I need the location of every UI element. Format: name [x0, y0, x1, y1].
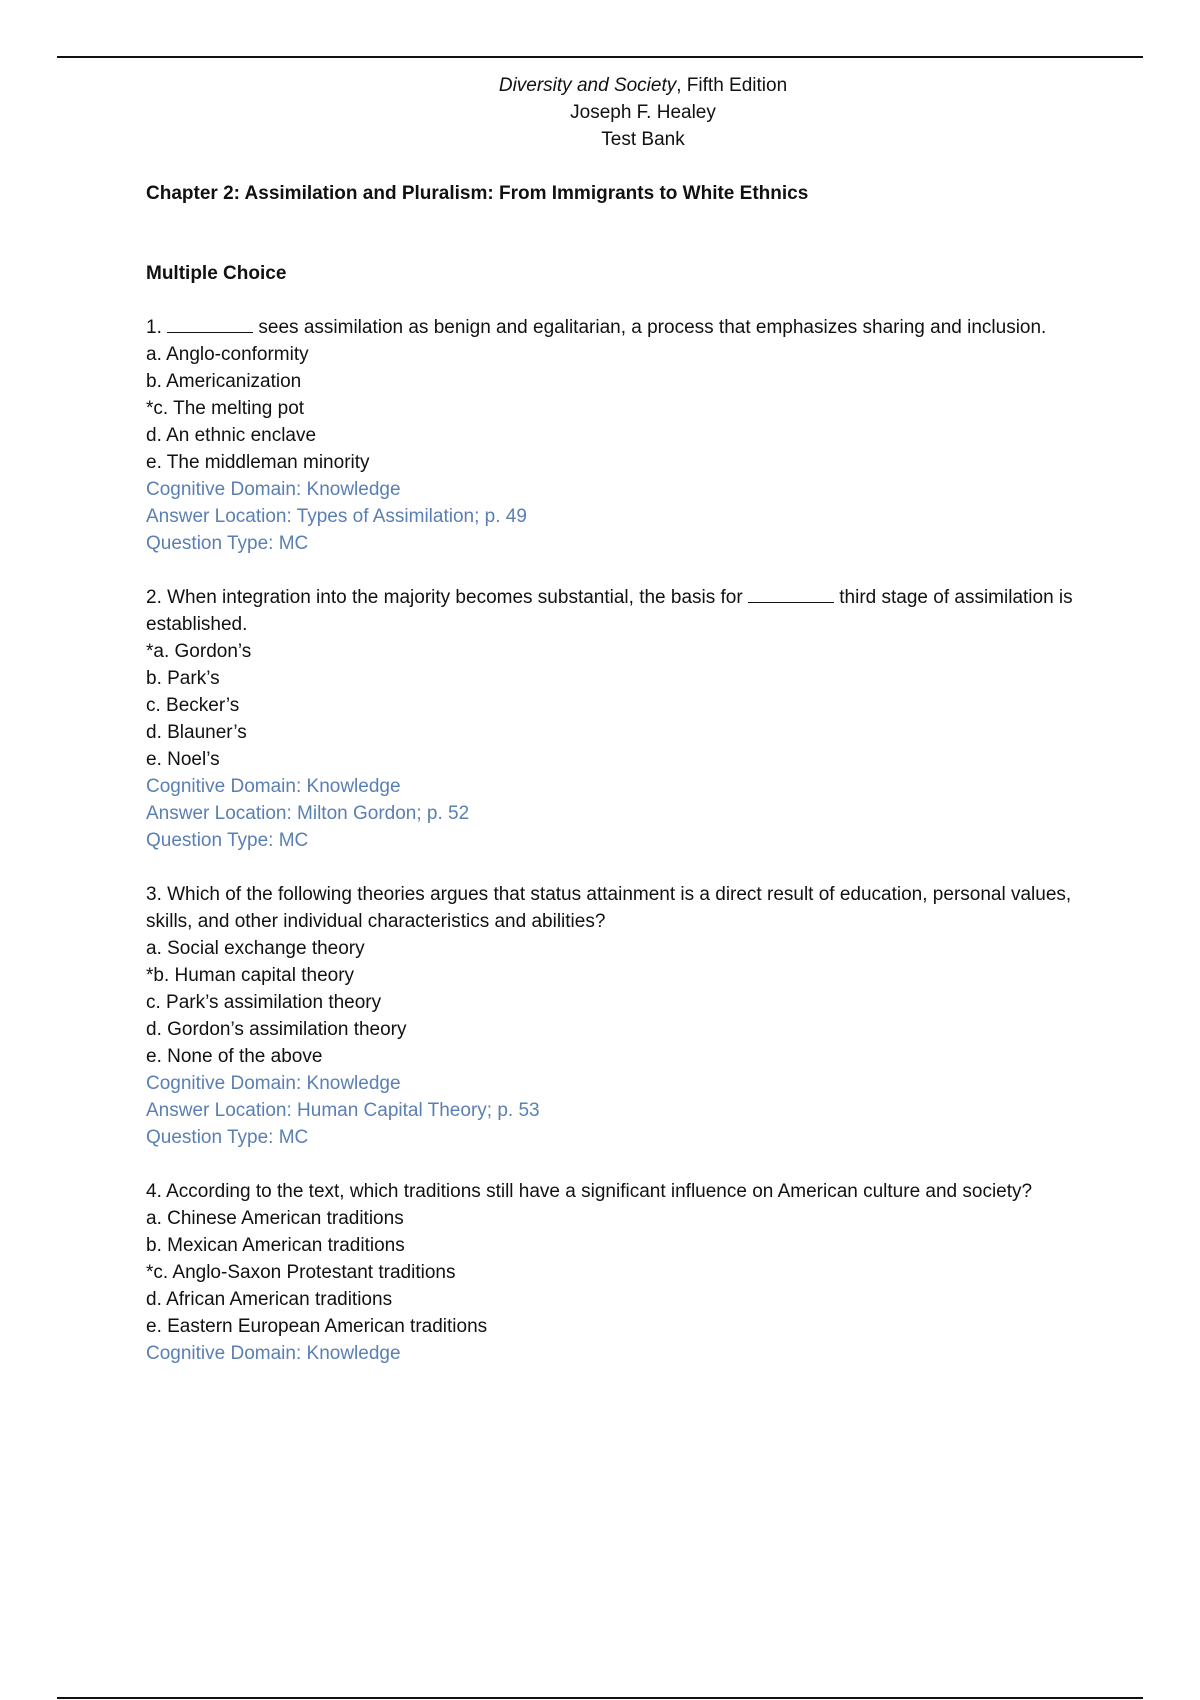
question-1-option-a: a. Anglo-conformity — [146, 344, 309, 365]
chapter-title: Chapter 2: Assimilation and Pluralism: From Immigrants to White Ethnics — [146, 183, 809, 204]
question-3 — [146, 881, 1086, 1151]
question-4-option-b: b. Mexican American traditions — [146, 1235, 405, 1256]
answer-blank — [167, 314, 253, 333]
top-rule — [57, 56, 1143, 58]
document-header — [0, 72, 1200, 153]
question-2-option-a: *a. Gordon’s — [146, 641, 252, 662]
question-3-option-c: c. Park’s assimilation theory — [146, 992, 382, 1013]
question-2-option-c: c. Becker’s — [146, 695, 240, 716]
question-2-question-type: Question Type: MC — [146, 830, 309, 851]
author: Joseph F. Healey — [570, 102, 716, 123]
question-1-stem — [146, 314, 1086, 341]
question-3-stem: 3. Which of the following theories argues that status attainment is a direct result of education, personal values, skills, and other individual characteristics and abilities? — [146, 884, 1072, 932]
question-1-option-d: d. An ethnic enclave — [146, 425, 317, 446]
question-1-answer-location: Answer Location: Types of Assimilation; p. 49 — [146, 506, 527, 527]
bottom-rule — [57, 1697, 1143, 1699]
book-edition: , Fifth Edition — [676, 75, 788, 96]
question-1-option-b: b. Americanization — [146, 371, 302, 392]
question-2 — [146, 584, 1086, 854]
question-4-stem: 4. According to the text, which traditions still have a significant influence on American culture and society? — [146, 1181, 1033, 1202]
question-4-option-c: *c. Anglo-Saxon Protestant traditions — [146, 1262, 456, 1283]
question-2-option-e: e. Noel’s — [146, 749, 220, 770]
question-1-cognitive-domain: Cognitive Domain: Knowledge — [146, 479, 401, 500]
question-1-stem-text: sees assimilation as benign and egalitarian, a process that emphasizes sharing and inclusion. — [253, 317, 1047, 338]
question-3-option-d: d. Gordon’s assimilation theory — [146, 1019, 407, 1040]
question-2-option-b: b. Park’s — [146, 668, 220, 689]
question-2-option-d: d. Blauner’s — [146, 722, 247, 743]
question-2-cognitive-domain: Cognitive Domain: Knowledge — [146, 776, 401, 797]
question-3-answer-location: Answer Location: Human Capital Theory; p. 53 — [146, 1100, 540, 1121]
answer-blank — [748, 584, 834, 603]
doc-type: Test Bank — [601, 129, 685, 150]
question-2-stem — [146, 584, 1086, 638]
question-2-stem-end: third stage of assimilation is established. — [146, 587, 1073, 635]
book-title: Diversity and Society — [498, 75, 677, 96]
question-3-cognitive-domain: Cognitive Domain: Knowledge — [146, 1073, 401, 1094]
question-4-option-e: e. Eastern European American traditions — [146, 1316, 488, 1337]
question-1 — [146, 314, 1086, 557]
question-1-question-type: Question Type: MC — [146, 533, 309, 554]
question-4 — [146, 1178, 1086, 1367]
question-3-option-b: *b. Human capital theory — [146, 965, 355, 986]
question-1-option-e: e. The middleman minority — [146, 452, 370, 473]
question-1-number: 1. — [146, 317, 162, 338]
question-2-answer-location: Answer Location: Milton Gordon; p. 52 — [146, 803, 470, 824]
question-3-option-e: e. None of the above — [146, 1046, 323, 1067]
document-body — [146, 180, 1086, 1367]
book-title-line — [0, 72, 1200, 99]
section-title: Multiple Choice — [146, 263, 287, 284]
question-4-cognitive-domain: Cognitive Domain: Knowledge — [146, 1343, 401, 1364]
question-4-option-a: a. Chinese American traditions — [146, 1208, 404, 1229]
question-3-option-a: a. Social exchange theory — [146, 938, 365, 959]
question-1-option-c: *c. The melting pot — [146, 398, 305, 419]
question-4-option-d: d. African American traditions — [146, 1289, 393, 1310]
question-2-stem-start: 2. When integration into the majority becomes substantial, the basis for — [146, 587, 748, 608]
question-3-question-type: Question Type: MC — [146, 1127, 309, 1148]
